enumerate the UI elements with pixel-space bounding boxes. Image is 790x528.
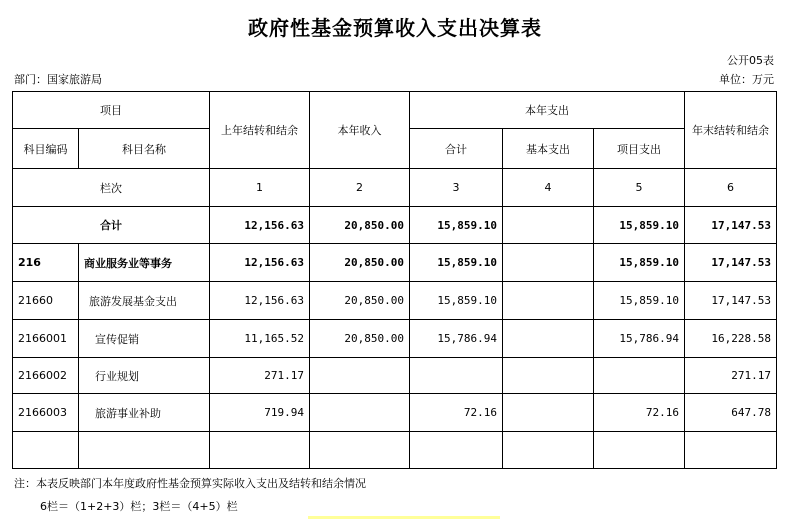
column-num: 1 [210,169,310,207]
row-code: 2166003 [13,394,79,432]
row-code: 21660 [13,282,79,320]
row-code: 2166001 [13,320,79,358]
cell-exp-basic [503,320,594,358]
cell-exp-project: 15,859.10 [594,282,685,320]
unit-label: 单位：万元 [719,73,774,86]
cell-exp-project: 72.16 [594,394,685,432]
header-project: 项目支出 [594,129,685,169]
header-total: 合计 [410,129,503,169]
cell-prev-balance: 12,156.63 [210,282,310,320]
row-name: 旅游事业补助 [79,394,210,432]
department-label: 部门：国家旅游局 [14,73,102,86]
cell-end-balance: 17,147.53 [685,282,777,320]
cell-income [310,358,410,394]
row-name: 旅游发展基金支出 [79,282,210,320]
header-income: 本年收入 [310,92,410,169]
row-name: 合计 [13,207,210,244]
cell-prev-balance: 12,156.63 [210,207,310,244]
table-row [13,394,777,432]
column-num: 4 [503,169,594,207]
cell-prev-balance: 719.94 [210,394,310,432]
row-code: 216 [13,244,79,282]
cell-exp-basic [503,394,594,432]
row-name: 行业规划 [79,358,210,394]
cell-income: 20,850.00 [310,320,410,358]
page-title: 政府性基金预算收入支出决算表 [248,16,542,40]
cell-end-balance: 17,147.53 [685,244,777,282]
cell-exp-project: 15,859.10 [594,244,685,282]
form-code: 公开05表 [727,54,774,67]
header-prev-balance: 上年结转和结余 [210,92,310,169]
highlight-bar [308,516,500,519]
footnote: 注：本表反映部门本年度政府性基金预算实际收入支出及结转和结余情况 [14,477,366,490]
cell-exp-project [594,358,685,394]
column-num: 5 [594,169,685,207]
cell-exp-total: 15,859.10 [410,282,503,320]
table-row [13,320,777,358]
total-row [13,207,777,244]
cell-exp-basic [503,244,594,282]
cell-end-balance: 17,147.53 [685,207,777,244]
row-name: 商业服务业等事务 [79,244,210,282]
cell-income: 20,850.00 [310,207,410,244]
column-num: 6 [685,169,777,207]
row-code: 2166002 [13,358,79,394]
table-row [13,244,777,282]
cell-end-balance: 271.17 [685,358,777,394]
cell-income [310,394,410,432]
header-item: 项目 [13,92,210,129]
header-expenditure: 本年支出 [410,92,685,129]
cell-exp-total: 15,786.94 [410,320,503,358]
column-num: 2 [310,169,410,207]
cell-exp-basic [503,358,594,394]
cell-exp-project: 15,859.10 [594,207,685,244]
cell-prev-balance: 271.17 [210,358,310,394]
fund-budget-table [12,91,777,469]
header-basic: 基本支出 [503,129,594,169]
cell-exp-project: 15,786.94 [594,320,685,358]
cell-prev-balance: 12,156.63 [210,244,310,282]
column-num: 3 [410,169,503,207]
cell-income: 20,850.00 [310,244,410,282]
cell-end-balance: 16,228.58 [685,320,777,358]
cell-exp-basic [503,207,594,244]
formula-note: 6栏＝（1+2+3）栏；3栏＝（4+5）栏 [40,500,238,513]
empty-row [13,432,777,469]
cell-prev-balance: 11,165.52 [210,320,310,358]
row-name: 宣传促销 [79,320,210,358]
cell-income: 20,850.00 [310,282,410,320]
table-row [13,358,777,394]
cell-exp-total: 72.16 [410,394,503,432]
cell-exp-total: 15,859.10 [410,244,503,282]
cell-exp-basic [503,282,594,320]
cell-exp-total [410,358,503,394]
header-end-balance: 年末结转和结余 [685,92,777,169]
header-code: 科目编码 [13,129,79,169]
cell-exp-total: 15,859.10 [410,207,503,244]
column-number-row [13,169,777,207]
table-row [13,282,777,320]
header-name: 科目名称 [79,129,210,169]
column-label: 栏次 [13,169,210,207]
cell-end-balance: 647.78 [685,394,777,432]
